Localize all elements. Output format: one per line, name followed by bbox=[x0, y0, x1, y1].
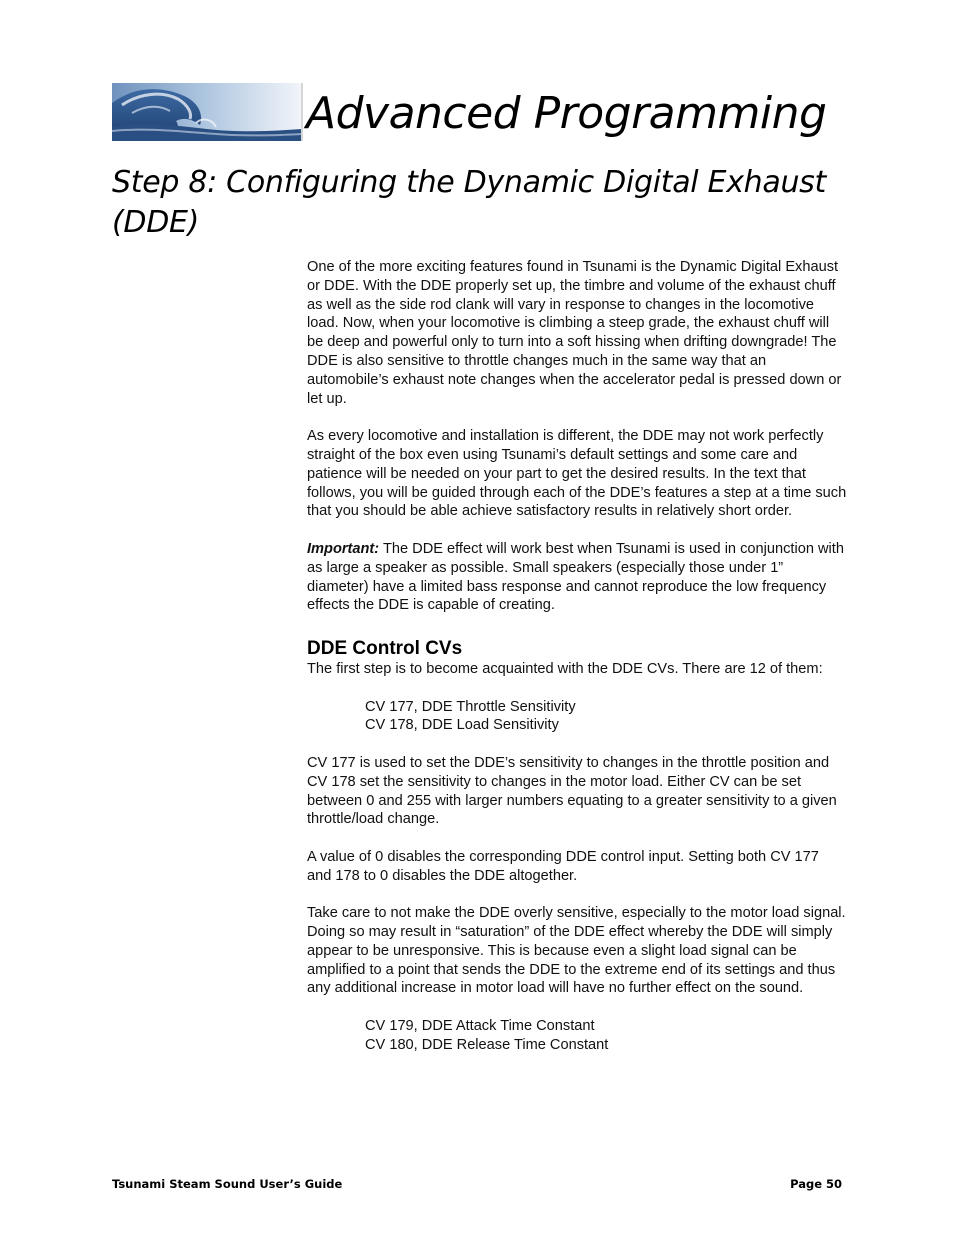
important-text: The DDE effect will work best when Tsunami is used in conjunction with as large a speaker as possible. Small speakers (especially those under 1” diameter) have a limited bass response and cannot reproduce the low frequency effects the DDE is capable of creating. bbox=[307, 540, 844, 614]
cv-list-sensitivity bbox=[365, 698, 847, 736]
footer-page-number: Page 50 bbox=[790, 1177, 842, 1191]
important-note bbox=[307, 540, 847, 615]
title-divider bbox=[301, 83, 303, 141]
cv-list-item: CV 177, DDE Throttle Sensitivity bbox=[365, 698, 576, 715]
section-title: Step 8: Configuring the Dynamic Digital Exhaust (DDE) bbox=[112, 165, 826, 240]
disable-paragraph: A value of 0 disables the corresponding DDE control input. Setting both CV 177 and 178 to 0 disables the DDE altogether. bbox=[307, 848, 819, 884]
body-content bbox=[307, 258, 847, 1073]
ocean-wave-image bbox=[112, 83, 302, 141]
cv-list-item: CV 180, DDE Release Time Constant bbox=[365, 1036, 609, 1053]
important-label: Important: bbox=[307, 540, 380, 557]
sensitivity-paragraph: CV 177 is used to set the DDE’s sensitivity to changes in the throttle position and CV 178 set the sensitivity to changes in the motor load. Either CV can be set between 0 and 255 with larger numbers equating to a greater sensitivity to a given throttle/load change. bbox=[307, 754, 837, 828]
footer-guide-title: Tsunami Steam Sound User’s Guide bbox=[112, 1177, 343, 1191]
cv-intro-paragraph: The first step is to become acquainted with the DDE CVs. There are 12 of them: bbox=[307, 660, 823, 677]
cv-list-item: CV 179, DDE Attack Time Constant bbox=[365, 1018, 595, 1035]
subheading-dde-control-cvs: DDE Control CVs bbox=[307, 637, 463, 659]
cv-list-item: CV 178, DDE Load Sensitivity bbox=[365, 717, 559, 734]
chapter-title: Advanced Programming bbox=[306, 88, 827, 139]
cv-list-time-constants bbox=[365, 1017, 847, 1055]
intro-paragraph: One of the more exciting features found in Tsunami is the Dynamic Digital Exhaust or DDE. With the DDE properly set up, the timbre and volume of the exhaust chuff as well as the side rod clank will vary in response to changes in the locomotive load. Now, when your locomotive is climbing a steep grade, the exhaust chuff will be deep and powerful only to turn into a soft hissing when drifting downgrade! The DDE is also sensitive to throttle changes much in the same way that an automobile’s exhaust note changes when the accelerator pedal is pressed down or let up. bbox=[307, 259, 842, 407]
installation-paragraph: As every locomotive and installation is different, the DDE may not work perfectly straight of the box even using Tsunami’s default settings and some care and patience will be needed on your part to get the desired results. In the text that follows, you will be guided through each of the DDE’s features a step at a time such that you should be able achieve satisfactory results in relatively short order. bbox=[307, 428, 847, 520]
saturation-paragraph: Take care to not make the DDE overly sensitive, especially to the motor load signal. Doing so may result in “saturation” of the DDE effect whereby the DDE will simply appear to be unresponsive. This is because even a slight load signal can be amplified to a point that sends the DDE to the extreme end of its settings and thus any additional increase in motor load will have no further effect on the sound. bbox=[307, 905, 846, 997]
